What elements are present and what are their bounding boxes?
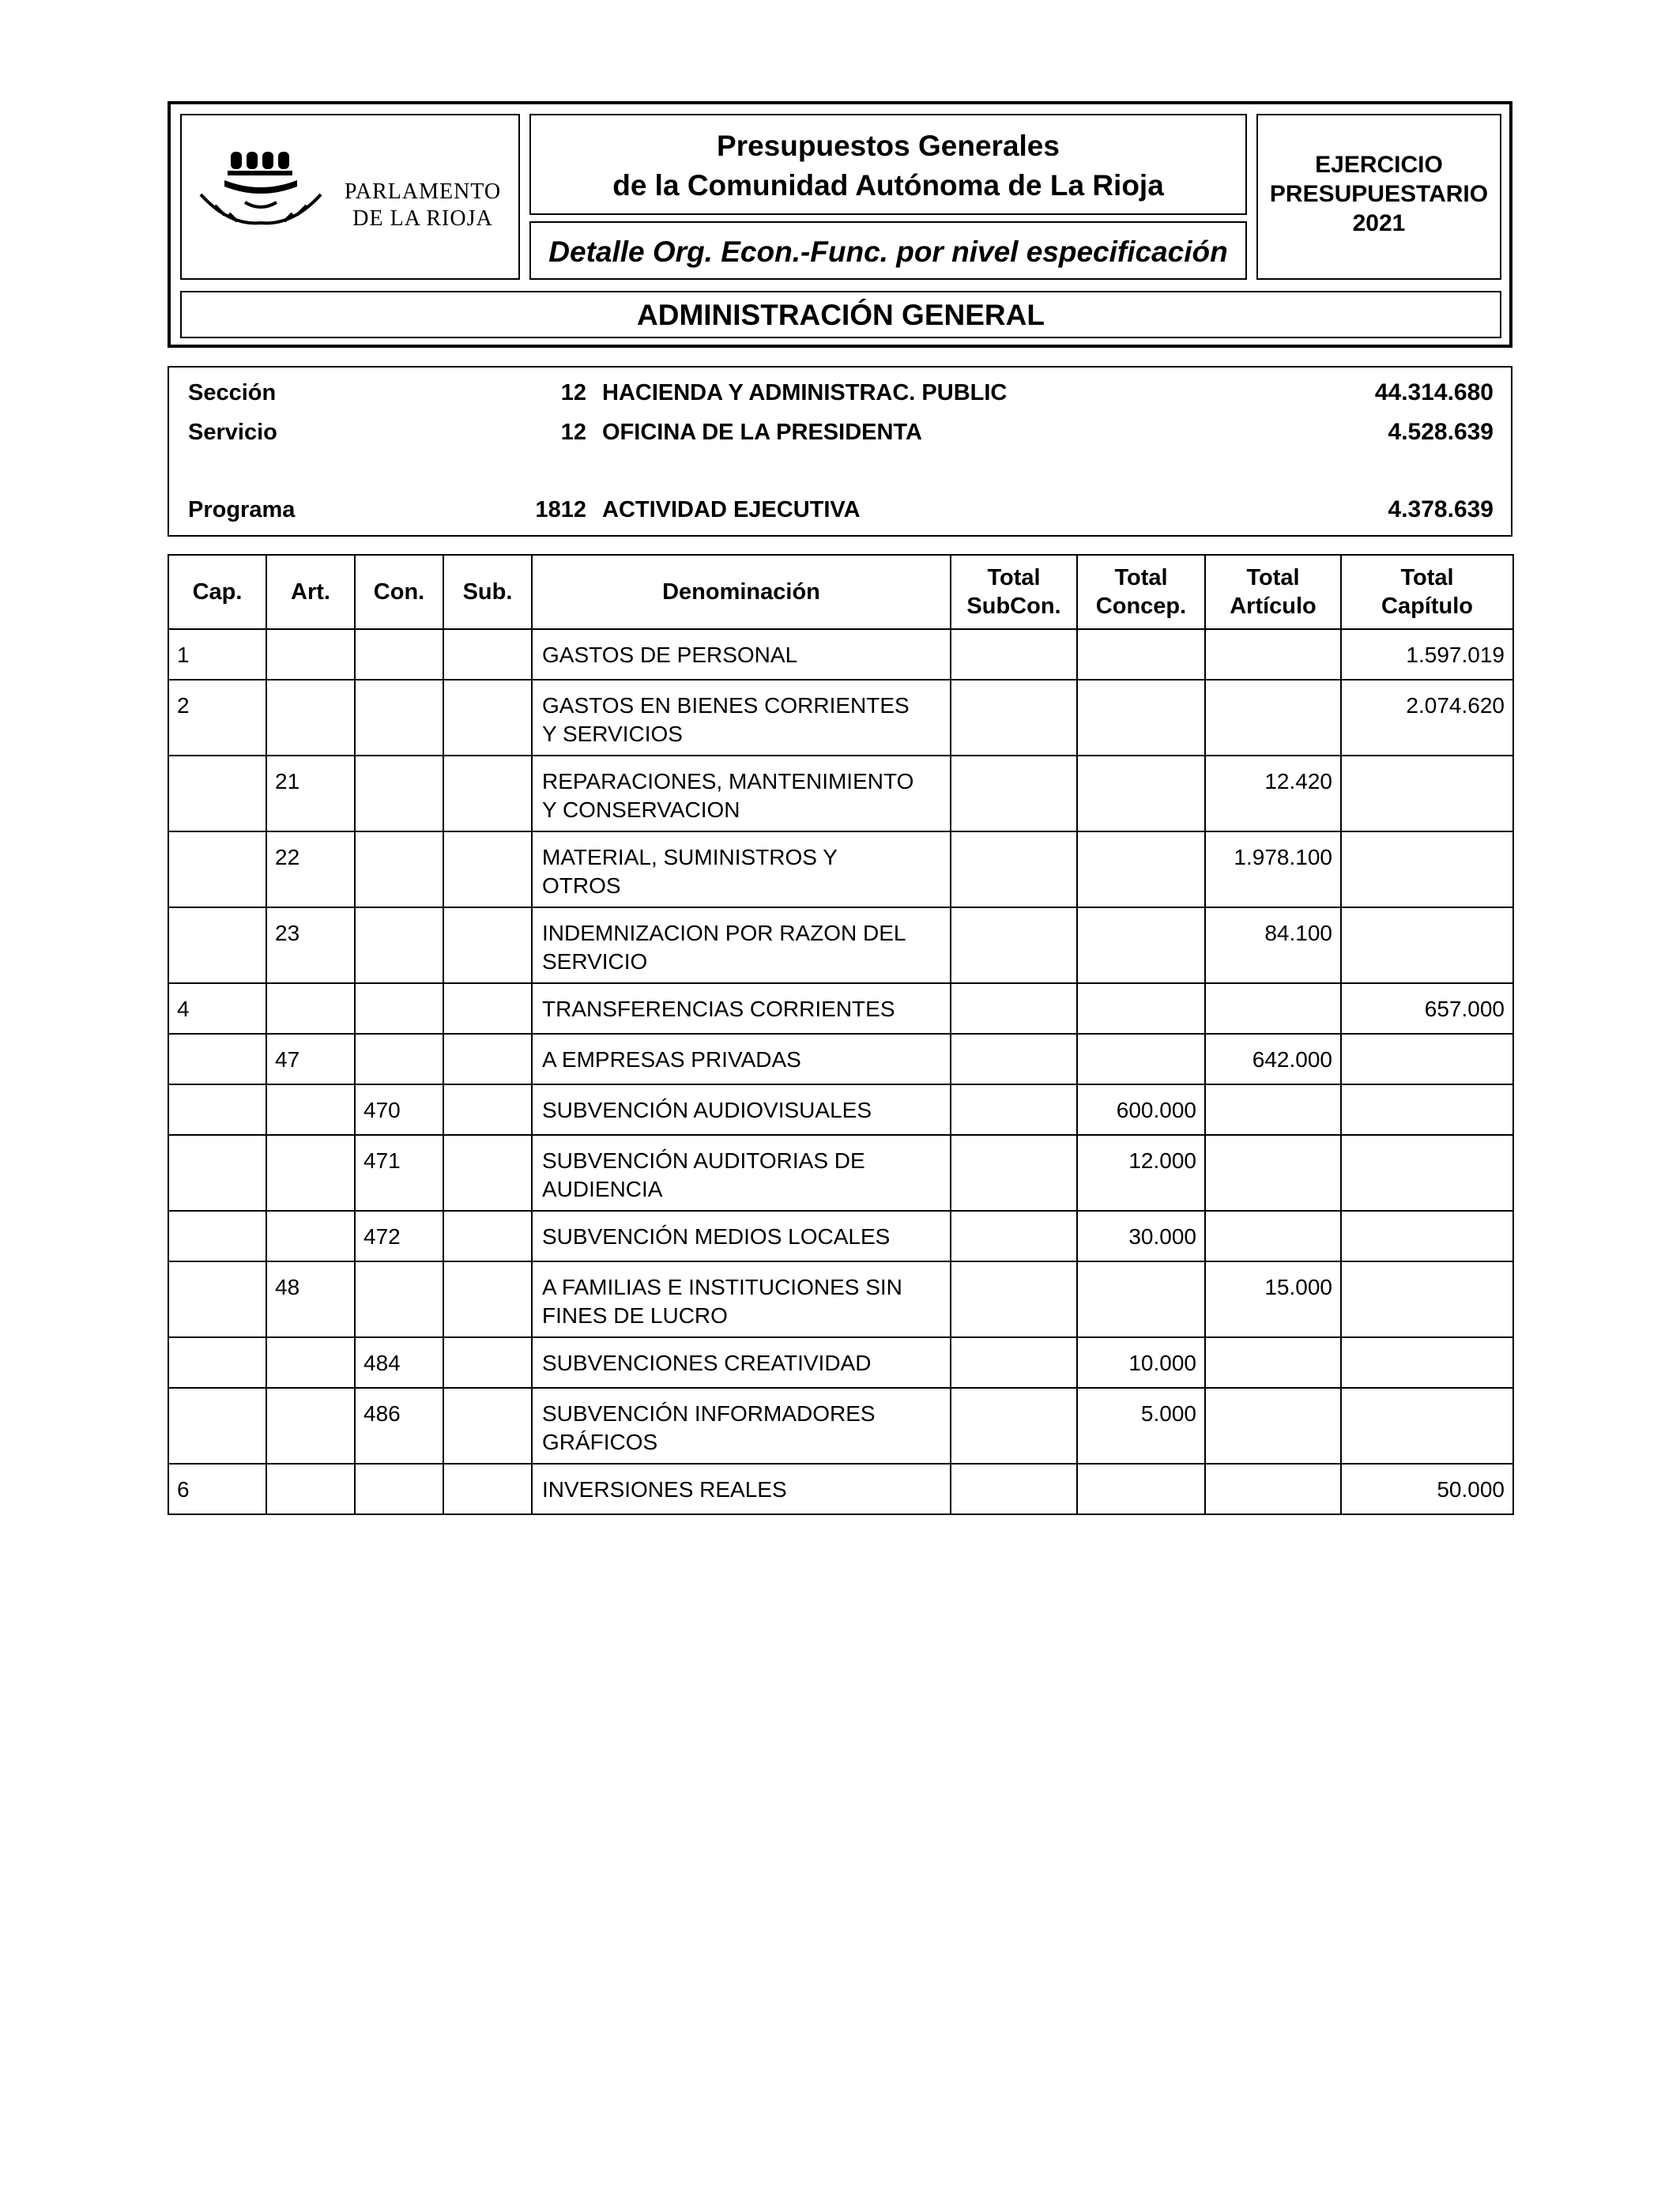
cell-concep: 30.000 (1077, 1211, 1205, 1261)
denominacion-line: GRÁFICOS (542, 1430, 658, 1454)
cell-capitulo (1341, 1034, 1513, 1084)
cell-cap (168, 1337, 266, 1388)
info-box (168, 366, 1512, 537)
denominacion-line: FINES DE LUCRO (542, 1303, 728, 1328)
cell-capitulo (1341, 1211, 1513, 1261)
cell-con (355, 756, 443, 831)
cell-art (266, 680, 355, 756)
denominacion-line: GASTOS DE PERSONAL (542, 643, 798, 667)
cell-con: 484 (355, 1337, 443, 1388)
header-line: Capítulo (1381, 594, 1473, 619)
cell-subcon (951, 1388, 1077, 1464)
cell-sub (443, 680, 532, 756)
cell-subcon (951, 1084, 1077, 1135)
cell-subcon (951, 756, 1077, 831)
table-row (168, 907, 1513, 983)
info-name: ACTIVIDAD EJECUTIVA (602, 497, 861, 522)
denominacion-line: INDEMNIZACION POR RAZON DEL (542, 921, 906, 945)
cell-art (266, 1135, 355, 1211)
cell-art (266, 1337, 355, 1388)
header-art: Art. (266, 555, 355, 629)
cell-articulo: 15.000 (1205, 1261, 1341, 1337)
cell-concep: 10.000 (1077, 1337, 1205, 1388)
info-row-programa (169, 494, 1511, 526)
cell-den (532, 1388, 951, 1464)
cell-con (355, 907, 443, 983)
cell-capitulo (1341, 1337, 1513, 1388)
cell-art: 21 (266, 756, 355, 831)
cell-con (355, 983, 443, 1034)
cell-art: 23 (266, 907, 355, 983)
cell-cap (168, 907, 266, 983)
cell-articulo (1205, 983, 1341, 1034)
table-row (168, 629, 1513, 680)
cell-sub (443, 629, 532, 680)
cell-concep (1077, 907, 1205, 983)
cell-cap (168, 1261, 266, 1337)
document-header (168, 101, 1512, 348)
header-total-articulo (1205, 555, 1341, 629)
cell-articulo (1205, 1388, 1341, 1464)
cell-concep (1077, 983, 1205, 1034)
header-line: SubCon. (966, 594, 1061, 619)
cell-cap (168, 831, 266, 907)
denominacion-line: Y SERVICIOS (542, 722, 683, 746)
cell-capitulo (1341, 1261, 1513, 1337)
cell-con (355, 831, 443, 907)
cell-con: 471 (355, 1135, 443, 1211)
cell-den (532, 983, 951, 1034)
cell-con (355, 1261, 443, 1337)
table-row (168, 831, 1513, 907)
cell-articulo (1205, 1337, 1341, 1388)
info-amount: 4.378.639 (1388, 496, 1494, 522)
table-row (168, 1084, 1513, 1135)
info-label: Sección (188, 380, 277, 405)
cell-sub (443, 756, 532, 831)
cell-art: 47 (266, 1034, 355, 1084)
cell-art: 22 (266, 831, 355, 907)
header-line: Total (1114, 565, 1168, 590)
title-box (529, 114, 1247, 215)
cell-den (532, 831, 951, 907)
cell-con: 470 (355, 1084, 443, 1135)
cell-articulo: 1.978.100 (1205, 831, 1341, 907)
denominacion-line: SERVICIO (542, 949, 648, 974)
table-row (168, 1464, 1513, 1514)
cell-capitulo (1341, 1135, 1513, 1211)
logo-text-line-1: PARLAMENTO (344, 179, 502, 204)
cell-concep (1077, 1261, 1205, 1337)
cell-cap (168, 1135, 266, 1211)
cell-concep: 5.000 (1077, 1388, 1205, 1464)
cell-art (266, 629, 355, 680)
cell-art: 48 (266, 1261, 355, 1337)
table-body (168, 629, 1513, 1514)
cell-sub (443, 1464, 532, 1514)
info-row-seccion (169, 377, 1511, 409)
cell-subcon (951, 907, 1077, 983)
cell-articulo (1205, 629, 1341, 680)
cell-subcon (951, 983, 1077, 1034)
info-row-servicio (169, 417, 1511, 448)
table-row (168, 1261, 1513, 1337)
cell-concep: 600.000 (1077, 1084, 1205, 1135)
denominacion-line: SUBVENCIÓN INFORMADORES (542, 1401, 876, 1426)
cell-art (266, 1211, 355, 1261)
section-title-box (180, 291, 1501, 338)
cell-capitulo (1341, 756, 1513, 831)
header-con: Con. (355, 555, 443, 629)
cell-subcon (951, 831, 1077, 907)
cell-subcon (951, 1211, 1077, 1261)
denominacion-line: MATERIAL, SUMINISTROS Y (542, 845, 838, 869)
header-sub: Sub. (443, 555, 532, 629)
table-row (168, 1337, 1513, 1388)
cell-den (532, 1135, 951, 1211)
cell-art (266, 983, 355, 1034)
cell-capitulo: 50.000 (1341, 1464, 1513, 1514)
denominacion-line: AUDIENCIA (542, 1177, 663, 1201)
table-row (168, 1135, 1513, 1211)
cell-con: 486 (355, 1388, 443, 1464)
cell-cap (168, 1034, 266, 1084)
cell-articulo: 12.420 (1205, 756, 1341, 831)
table-row (168, 680, 1513, 756)
info-code: 1812 (535, 497, 586, 522)
cell-sub (443, 1388, 532, 1464)
info-code: 12 (560, 420, 586, 445)
title-line-2: de la Comunidad Autónoma de La Rioja (612, 169, 1164, 202)
denominacion-line: Y CONSERVACION (542, 797, 740, 822)
cell-den (532, 1034, 951, 1084)
table-row (168, 756, 1513, 831)
cell-con (355, 680, 443, 756)
header-line: Total (1400, 565, 1454, 590)
cell-art (266, 1388, 355, 1464)
cell-sub (443, 907, 532, 983)
cell-con: 472 (355, 1211, 443, 1261)
cell-sub (443, 1135, 532, 1211)
cell-concep (1077, 756, 1205, 831)
cell-capitulo (1341, 1388, 1513, 1464)
cell-articulo (1205, 1135, 1341, 1211)
cell-cap: 6 (168, 1464, 266, 1514)
header-denominacion: Denominación (532, 555, 951, 629)
info-label: Servicio (188, 420, 277, 445)
cell-capitulo (1341, 831, 1513, 907)
denominacion-line: OTROS (542, 873, 621, 898)
year-line-2: PRESUPUESTARIO (1269, 181, 1489, 207)
cell-den (532, 907, 951, 983)
section-title: ADMINISTRACIÓN GENERAL (637, 299, 1045, 331)
cell-subcon (951, 629, 1077, 680)
cell-subcon (951, 1261, 1077, 1337)
cell-den (532, 1211, 951, 1261)
denominacion-line: REPARACIONES, MANTENIMIENTO (542, 769, 914, 794)
cell-sub (443, 1337, 532, 1388)
cell-subcon (951, 1464, 1077, 1514)
cell-articulo (1205, 1464, 1341, 1514)
table-header-row (168, 555, 1513, 629)
denominacion-line: A FAMILIAS E INSTITUCIONES SIN (542, 1275, 902, 1299)
cell-con (355, 1464, 443, 1514)
cell-articulo (1205, 1084, 1341, 1135)
year-line-1: EJERCICIO (1315, 152, 1443, 178)
cell-subcon (951, 1337, 1077, 1388)
header-total-concep (1077, 555, 1205, 629)
cell-concep (1077, 831, 1205, 907)
cell-sub (443, 1261, 532, 1337)
denominacion-line: TRANSFERENCIAS CORRIENTES (542, 997, 895, 1021)
info-amount: 4.528.639 (1388, 419, 1494, 445)
table-row (168, 1388, 1513, 1464)
cell-concep (1077, 1464, 1205, 1514)
info-name: HACIENDA Y ADMINISTRAC. PUBLIC (602, 380, 1008, 405)
cell-subcon (951, 1034, 1077, 1084)
info-label: Programa (188, 497, 296, 522)
header-line: Total (987, 565, 1041, 590)
cell-subcon (951, 1135, 1077, 1211)
subtitle: Detalle Org. Econ.-Func. por nivel especificación (548, 236, 1228, 268)
year-box (1256, 114, 1501, 280)
cell-art (266, 1084, 355, 1135)
cell-sub (443, 983, 532, 1034)
cell-articulo: 84.100 (1205, 907, 1341, 983)
cell-cap (168, 756, 266, 831)
cell-articulo (1205, 680, 1341, 756)
header-total-subcon (951, 555, 1077, 629)
cell-concep (1077, 680, 1205, 756)
budget-table (168, 554, 1514, 1515)
denominacion-line: INVERSIONES REALES (542, 1477, 787, 1502)
cell-sub (443, 831, 532, 907)
cell-capitulo (1341, 1084, 1513, 1135)
cell-capitulo: 657.000 (1341, 983, 1513, 1034)
denominacion-line: SUBVENCIONES CREATIVIDAD (542, 1351, 872, 1375)
header-cap: Cap. (168, 555, 266, 629)
cell-articulo: 642.000 (1205, 1034, 1341, 1084)
cell-cap (168, 1084, 266, 1135)
cell-concep: 12.000 (1077, 1135, 1205, 1211)
table-row (168, 1034, 1513, 1084)
title-line-1: Presupuestos Generales (717, 130, 1060, 162)
cell-sub (443, 1211, 532, 1261)
logo-text-line-2: DE LA RIOJA (352, 206, 493, 231)
cell-den (532, 1337, 951, 1388)
cell-den (532, 1464, 951, 1514)
logo-box (180, 114, 520, 280)
cell-den (532, 680, 951, 756)
subtitle-box (529, 221, 1247, 280)
cell-art (266, 1464, 355, 1514)
cell-cap (168, 1388, 266, 1464)
cell-concep (1077, 629, 1205, 680)
denominacion-line: GASTOS EN BIENES CORRIENTES (542, 693, 910, 718)
cell-cap: 2 (168, 680, 266, 756)
logo-text (332, 179, 514, 232)
cell-subcon (951, 680, 1077, 756)
header-line: Total (1246, 565, 1300, 590)
cell-con (355, 1034, 443, 1084)
cell-cap (168, 1211, 266, 1261)
cell-capitulo: 1.597.019 (1341, 629, 1513, 680)
info-amount: 44.314.680 (1374, 379, 1494, 405)
denominacion-line: SUBVENCIÓN AUDIOVISUALES (542, 1098, 872, 1122)
cell-cap: 1 (168, 629, 266, 680)
cell-den (532, 1261, 951, 1337)
denominacion-line: SUBVENCIÓN AUDITORIAS DE (542, 1148, 865, 1173)
table-row (168, 983, 1513, 1034)
denominacion-line: SUBVENCIÓN MEDIOS LOCALES (542, 1224, 891, 1249)
cell-sub (443, 1034, 532, 1084)
cell-den (532, 1084, 951, 1135)
header-line: Artículo (1230, 594, 1317, 619)
cell-capitulo (1341, 907, 1513, 983)
parliament-seal-icon (198, 147, 324, 242)
cell-con (355, 629, 443, 680)
cell-sub (443, 1084, 532, 1135)
info-name: OFICINA DE LA PRESIDENTA (602, 420, 922, 445)
denominacion-line: A EMPRESAS PRIVADAS (542, 1047, 801, 1072)
year-line-3: 2021 (1352, 210, 1406, 236)
cell-den (532, 629, 951, 680)
cell-cap: 4 (168, 983, 266, 1034)
header-total-capitulo (1341, 555, 1513, 629)
table-row (168, 1211, 1513, 1261)
cell-capitulo: 2.074.620 (1341, 680, 1513, 756)
info-code: 12 (560, 380, 586, 405)
cell-articulo (1205, 1211, 1341, 1261)
header-line: Concep. (1095, 594, 1187, 619)
cell-concep (1077, 1034, 1205, 1084)
cell-den (532, 756, 951, 831)
